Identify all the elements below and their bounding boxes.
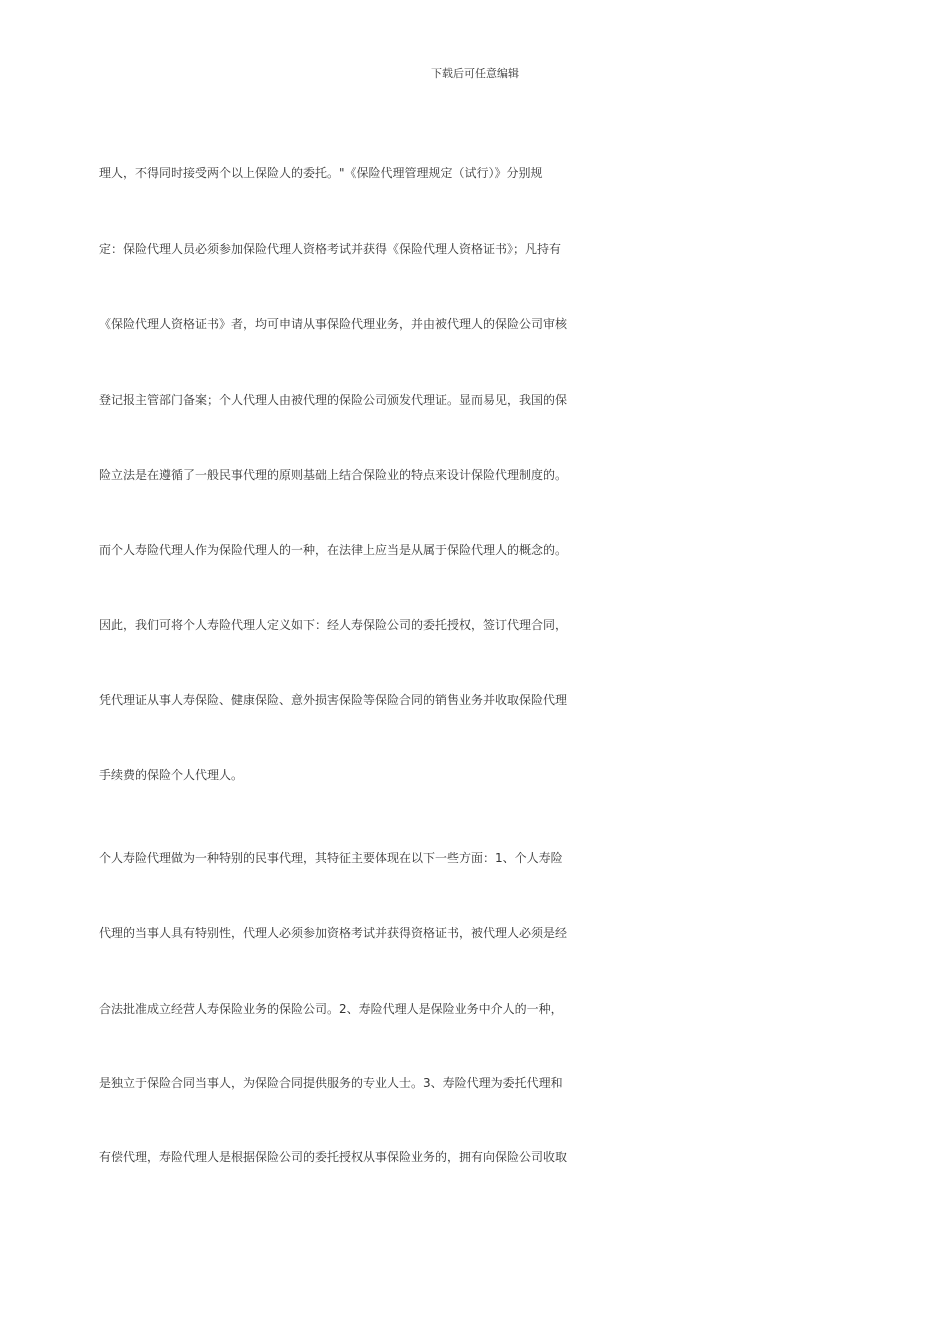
paragraph-line: 凭代理证从事人寿保险、健康保险、意外损害保险等保险合同的销售业务并收取保险代理 <box>99 693 568 707</box>
paragraph-line: 险立法是在遵循了一般民事代理的原则基础上结合保险业的特点来设计保险代理制度的。 <box>99 468 568 482</box>
paragraph-line: 代理的当事人具有特别性，代理人必须参加资格考试并获得资格证书，被代理人必须是经 <box>99 926 568 940</box>
paragraph-line: 《保险代理人资格证书》者，均可申请从事保险代理业务，并由被代理人的保险公司审核 <box>99 317 568 331</box>
paragraph-line: 手续费的保险个人代理人。 <box>99 768 244 782</box>
paragraph-line: 定：保险代理人员必须参加保险代理人资格考试并获得《保险代理人资格证书》；凡持有 <box>99 242 562 256</box>
paragraph-line: 是独立于保险合同当事人，为保险合同提供服务的专业人士。3、寿险代理为委托代理和 <box>99 1076 563 1090</box>
page-header-note: 下载后可任意编辑 <box>431 67 519 80</box>
paragraph-line: 个人寿险代理做为一种特别的民事代理，其特征主要体现在以下一些方面：1、个人寿险 <box>99 851 563 865</box>
paragraph-line: 合法批准成立经营人寿保险业务的保险公司。2、寿险代理人是保险业务中介人的一种， <box>99 1002 563 1016</box>
paragraph-line: 理人，不得同时接受两个以上保险人的委托。"《保险代理管理规定（试行）》分别规 <box>99 166 543 180</box>
paragraph-line: 而个人寿险代理人作为保险代理人的一种，在法律上应当是从属于保险代理人的概念的。 <box>99 543 568 557</box>
paragraph-line: 有偿代理，寿险代理人是根据保险公司的委托授权从事保险业务的，拥有向保险公司收取 <box>99 1150 568 1164</box>
paragraph-line: 因此，我们可将个人寿险代理人定义如下：经人寿保险公司的委托授权，签订代理合同， <box>99 618 568 632</box>
paragraph-line: 登记报主管部门备案；个人代理人由被代理的保险公司颁发代理证。显而易见，我国的保 <box>99 393 568 407</box>
